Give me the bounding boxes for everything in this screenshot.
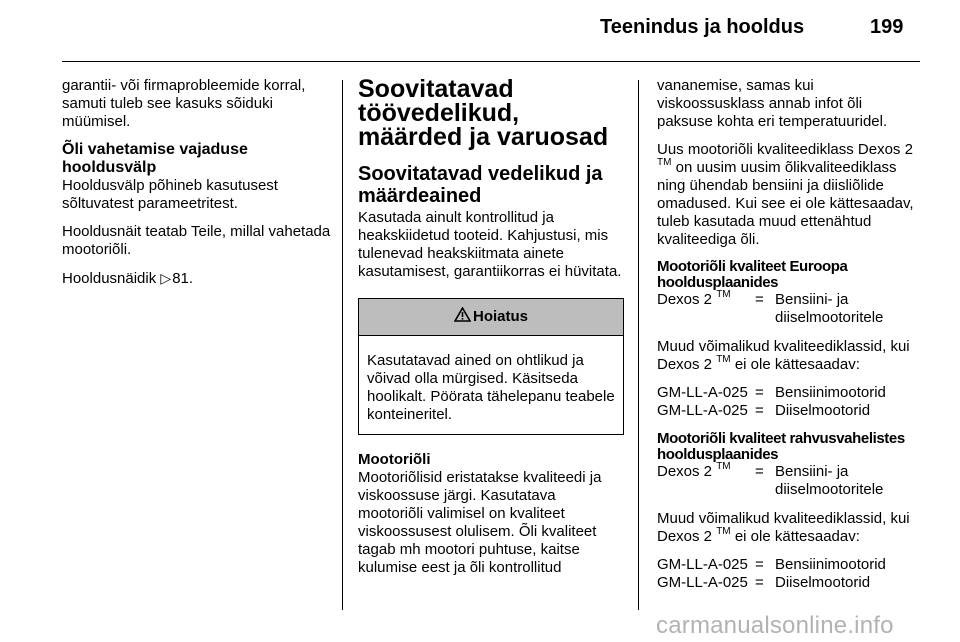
warning-body: Kasutatavad ained on ohtlikud ja võivad olla mürgised. Käsitseda hoolikalt. Pöörata tähelepanu teabele konteineritel. xyxy=(367,352,615,423)
oil-change-heading: Õli vahetamise vajaduse hooldusvälp xyxy=(62,141,248,176)
spec-value: Bensiini- ja diiselmootoritele xyxy=(775,291,884,326)
international-quality-heading: Mootoriõli kvaliteet rahvusvahelistes hooldusplaanides xyxy=(657,430,905,463)
spec-key: GM-LL-A-025 xyxy=(657,384,748,401)
header-rule xyxy=(62,61,920,62)
spec-equals: = xyxy=(755,402,764,419)
alt-text-a: Muud võimalikud kvaliteediklassid, kui Dexos 2 xyxy=(657,338,910,373)
column-divider-right xyxy=(638,80,639,610)
intro-paragraph: garantii- või firmaprobleemide korral, samuti tuleb see kasuks sõiduki müümisel. xyxy=(62,77,306,130)
spec-key: GM-LL-A-025 xyxy=(657,556,748,573)
column-divider-left xyxy=(342,80,343,610)
alt-text-b: ei ole kättesaadav: xyxy=(734,528,860,545)
spec-value: Bensiini- ja diiselmootoritele xyxy=(775,463,884,498)
international-alternatives-paragraph xyxy=(657,510,922,546)
spec-equals: = xyxy=(755,384,764,401)
spec-row xyxy=(657,384,922,402)
spec-row xyxy=(657,402,922,420)
warning-triangle-icon xyxy=(454,307,471,327)
service-indicator-text: Hooldusnäidik xyxy=(62,270,157,287)
trademark-sup: TM xyxy=(657,157,672,168)
europe-alternatives-paragraph xyxy=(657,338,922,374)
column-1 xyxy=(62,77,332,298)
fluids-subheading: Soovitatavad vedelikud ja määrdeained xyxy=(358,163,603,207)
page-reference-link[interactable]: 81. xyxy=(172,270,194,287)
spec-row xyxy=(657,291,922,327)
dexos-paragraph xyxy=(657,141,922,249)
international-spec-table xyxy=(657,463,922,499)
spec-row xyxy=(657,463,922,499)
spec-key: Dexos 2 ™ xyxy=(657,461,731,480)
alt-text-b: ei ole kättesaadav: xyxy=(734,356,860,373)
approved-products-paragraph: Kasutada ainult kontrollitud ja heakskiidetud tooteid. Kahjustusi, mis tulenevad heakskiitmata ainete kasutamisest, garantiikorras ei hüvitata. xyxy=(358,209,622,280)
warning-title-bar xyxy=(359,299,623,336)
service-indicator-reference xyxy=(62,269,332,288)
international-alternatives-table xyxy=(657,556,922,592)
warning-title: Hoiatus xyxy=(472,308,528,325)
dexos-text-b: on uusim uusim õlikvaliteediklass ning ühendab bensiini ja diisliõlide omadused. Kui see ei ole kättesaadav, tuleb kasutada muud ettenähtud kvaliteediga õli. xyxy=(657,159,914,248)
interval-paragraph: Hooldusvälp põhineb kasutusest sõltuvatest parameetritest. xyxy=(62,177,278,212)
engine-oil-heading: Mootoriõli xyxy=(358,451,431,468)
europe-quality-heading: Mootoriõli kvaliteet Euroopa hooldusplaanides xyxy=(657,258,848,291)
spec-row xyxy=(657,574,922,592)
engine-oil-paragraph: Mootoriõlisid eristatakse kvaliteedi ja viskoossuse järgi. Kasutatava mootoriõli valimisel on kvaliteet viskoossusest olulisem. Õli kvaliteet tagab mh mootori puhtuse, kaitse kulumise eest ja õli kontrollitud xyxy=(358,469,602,576)
spec-row xyxy=(657,556,922,574)
page-reference-arrow-icon[interactable]: ▷ xyxy=(160,270,172,286)
trademark-sup: TM xyxy=(716,526,731,537)
trademark-sup: TM xyxy=(716,354,731,365)
header-title: Teenindus ja hooldus xyxy=(600,16,805,38)
column-2 xyxy=(358,77,624,587)
page-number: 199 xyxy=(870,16,904,38)
service-display-paragraph: Hooldusnäit teatab Teile, millal vahetada mootoriõli. xyxy=(62,223,331,258)
alt-text-a: Muud võimalikud kvaliteediklassid, kui Dexos 2 xyxy=(657,510,910,545)
dexos-text-a: Uus mootoriõli kvaliteediklass Dexos 2 xyxy=(657,141,913,158)
spec-equals: = xyxy=(755,574,764,591)
spec-value: Bensiinimootorid xyxy=(775,556,886,573)
spec-key: GM-LL-A-025 xyxy=(657,402,748,419)
spec-equals: = xyxy=(755,463,764,480)
viscosity-paragraph: vananemise, samas kui viskoossusklass annab infot õli paksuse kohta eri temperatuuridel. xyxy=(657,77,888,130)
spec-value: Diiselmootorid xyxy=(775,574,871,591)
watermark: carmanualsonline.info xyxy=(656,612,894,639)
spec-key: GM-LL-A-025 xyxy=(657,574,748,591)
europe-spec-table xyxy=(657,291,922,327)
europe-alternatives-table xyxy=(657,384,922,420)
spec-equals: = xyxy=(755,556,764,573)
column-3 xyxy=(657,77,922,592)
spec-key: Dexos 2 ™ xyxy=(657,289,731,308)
spec-value: Bensiinimootorid xyxy=(775,384,886,401)
spec-equals: = xyxy=(755,291,764,308)
spec-value: Diiselmootorid xyxy=(775,402,871,419)
fluids-section-heading: Soovitatavad töövedelikud, määrded ja varuosad xyxy=(358,75,609,151)
warning-box xyxy=(358,298,624,435)
